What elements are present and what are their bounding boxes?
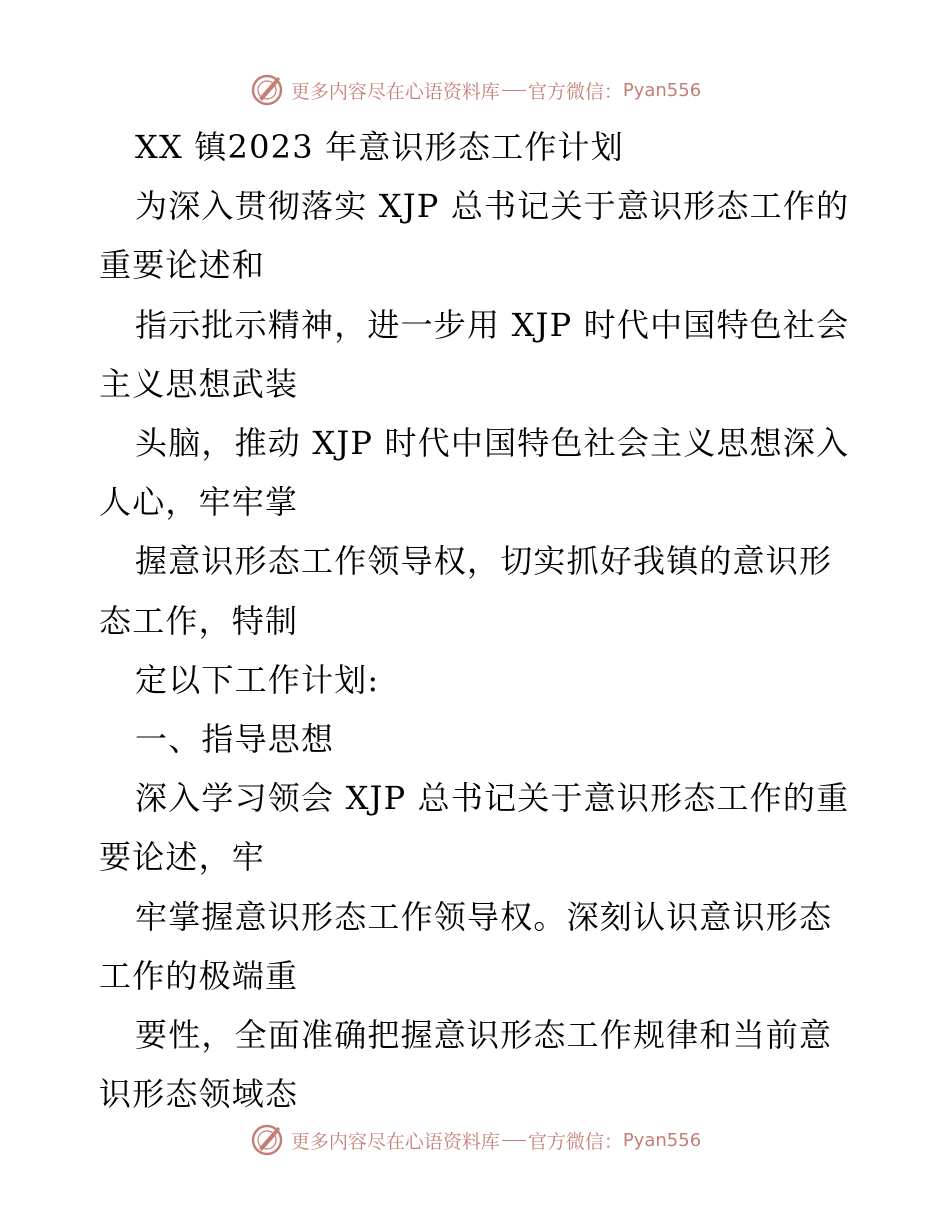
pen-nib-circle-icon — [249, 72, 285, 108]
watermark-brand-text: 更多内容尽在心语资料库 — [290, 1130, 500, 1153]
paragraph-line: 握意识形态工作领导权，切实抓好我镇的意识形态工作，特制 — [99, 542, 833, 640]
watermark-footer — [0, 1120, 950, 1160]
paragraph-line: 深入学习领会 XJP 总书记关于意识形态工作的重要论述，牢 — [99, 779, 850, 877]
watermark-header — [0, 70, 950, 110]
paragraph-line: 头脑，推动 XJP 时代中国特色社会主义思想深入人心，牢牢掌 — [99, 424, 850, 522]
document-body — [99, 118, 859, 1124]
watermark-separator — [502, 1140, 526, 1141]
paragraph-line: 要性，全面准确把握意识形态工作规律和当前意识形态领域态 — [99, 1016, 833, 1114]
paragraph-line: 指示批示精神，进一步用 XJP 时代中国特色社会主义思想武装 — [99, 305, 850, 403]
watermark-contact-label: 官方微信： — [527, 80, 623, 103]
watermark-contact-id: Pyan556 — [622, 1129, 702, 1151]
pen-nib-circle-icon — [249, 1122, 285, 1158]
watermark-brand-text: 更多内容尽在心语资料库 — [290, 80, 500, 103]
section-heading: 一、指导思想 — [135, 720, 335, 759]
paragraph-line: 定以下工作计划: — [135, 660, 380, 699]
paragraph-line: 为深入贯彻落实 XJP 总书记关于意识形态工作的重要论述和 — [99, 187, 850, 285]
document-title-line: XX 镇2023 年意识形态工作计划 — [135, 128, 624, 166]
paragraph-line: 牢掌握意识形态工作领导权。深刻认识意识形态工作的极端重 — [99, 897, 833, 995]
watermark-separator — [502, 90, 526, 91]
watermark-contact-label: 官方微信： — [527, 1130, 623, 1153]
watermark-contact-id: Pyan556 — [622, 79, 702, 101]
